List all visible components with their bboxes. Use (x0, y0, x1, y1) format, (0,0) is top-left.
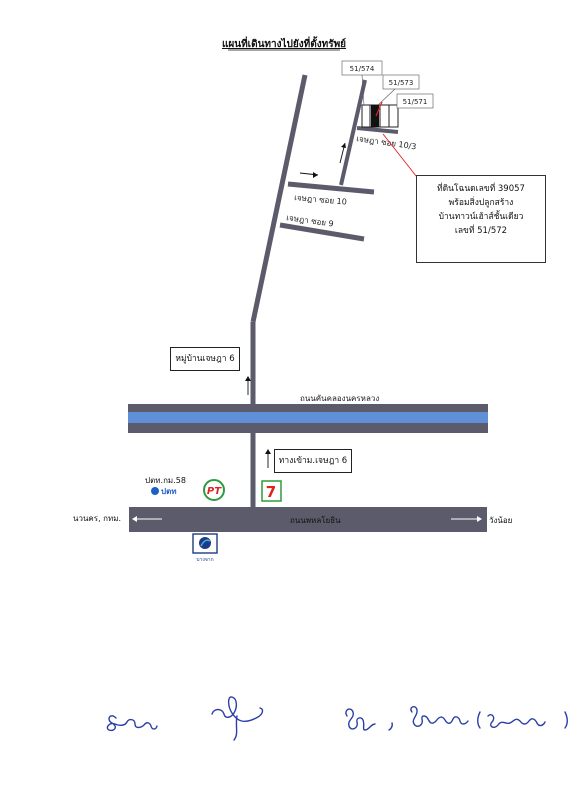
property-callout-box (416, 175, 546, 263)
main-road-label: ถนนพหลโยธิน (290, 516, 341, 525)
seven-eleven-icon (262, 481, 281, 501)
svg-text:51/571: 51/571 (402, 98, 428, 106)
ptt-km58-label: ปตท.กม.58 (145, 476, 186, 485)
ptt-logo-icon (151, 487, 177, 496)
target-plot (371, 105, 379, 127)
village-label: หมู่บ้านเจษฎา 6 (175, 354, 235, 364)
soi-10-3-label: เจษฎา ซอย 10/3 (355, 134, 417, 152)
soi-10-3-road (341, 80, 398, 185)
left-destination-label: นวนคร, กทม. (73, 514, 122, 523)
soi-10-road (288, 184, 374, 192)
village-label-box (170, 347, 240, 371)
map-title: แผนที่เดินทางไปยังที่ตั้งทรัพย์ (221, 39, 347, 50)
svg-text:ปตท: ปตท (161, 487, 177, 496)
main-access-road (253, 75, 305, 404)
entrance-label-box (274, 449, 352, 473)
soi-10-label: เจษฎา ซอย 10 (293, 193, 348, 207)
right-destination-label: วังน้อย (489, 516, 513, 525)
soi-9-label: เจษฎา ซอย 9 (285, 213, 335, 229)
callout-deed-number: ที่ดินโฉนดเลขที่ 39057 (437, 184, 525, 194)
svg-text:บางจาก: บางจาก (196, 557, 214, 563)
svg-text:51/573: 51/573 (388, 79, 414, 87)
canal-road (128, 404, 488, 433)
pt-logo-icon (204, 480, 224, 500)
svg-text:PT: PT (206, 486, 222, 497)
plot-label-571 (397, 94, 433, 108)
callout-house-number: เลขที่ 51/572 (454, 226, 508, 236)
canal-road-label: ถนนคันคลองนครหลวง (300, 394, 380, 403)
svg-text:51/574: 51/574 (349, 65, 375, 73)
callout-building-type: บ้านทาวน์เฮ้าส์ชั้นเดียว (438, 212, 524, 222)
svg-text:7: 7 (265, 483, 277, 501)
callout-with-building: พร้อมสิ่งปลูกสร้าง (448, 198, 514, 208)
canal (128, 412, 488, 423)
handwritten-signatures (107, 697, 567, 740)
property-plots (362, 102, 398, 127)
soi-9-road (280, 225, 364, 239)
bangchak-icon (193, 534, 217, 563)
entrance-label: ทางเข้าม.เจษฎา 6 (278, 456, 348, 466)
